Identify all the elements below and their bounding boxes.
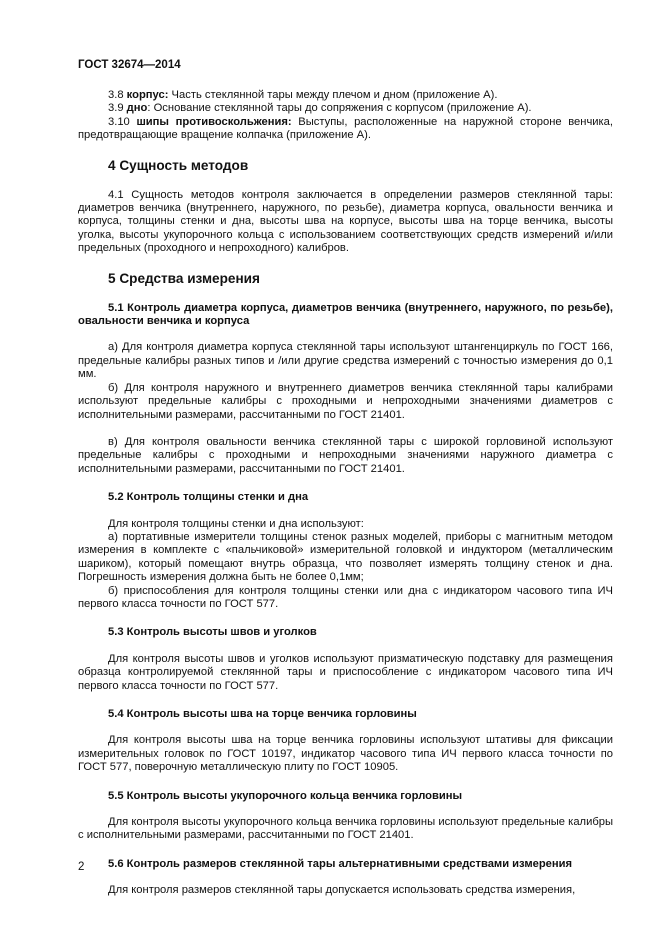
section-4-paragraph: 4.1 Сущность методов контроля заключается в определении размеров стеклянной тары: диаметров венчика (внутреннего, наружного, по резьбе), диаметра корпуса, овальности венчика и корпуса, толщины стенки и дна, высоты шва на корпусе, высоты шва на торце венчика, высоты уголка, высоты укупорочного кольца с использованием соответствующих средств измерений и/или предельных (проходного и непроходного) калибров. <box>78 188 613 255</box>
page-number: 2 <box>78 861 85 873</box>
definition-3-9: 3.9 дно: Основание стеклянной тары до сопряжения с корпусом (приложение А). <box>108 102 532 115</box>
section-5-heading: 5 Средства измерения <box>108 270 260 286</box>
subsection-5-4-text: Для контроля высоты шва на торце венчика горловины используют штативы для фиксации измерительных головок по ГОСТ 10197, индикатор часового типа ИЧ первого класса точности по ГОСТ 577, поверочную металлическую плиту по ГОСТ 10905. <box>78 734 613 774</box>
subsection-5-1-heading: 5.1 Контроль диаметра корпуса, диаметров венчика (внутреннего, наружного, по резьбе), овальности венчика и корпуса <box>78 301 613 328</box>
subsection-5-6-heading: 5.6 Контроль размеров стеклянной тары альтернативными средствами измерения <box>108 857 573 870</box>
subsection-5-3-heading: 5.3 Контроль высоты швов и уголков <box>108 626 317 639</box>
subsection-5-1-item-a: а) Для контроля диаметра корпуса стеклянной тары используют штангенциркуль по ГОСТ 166, предельные калибры разных типов и /или другие средства измерений с точностью измерения до 0,1 мм. <box>78 341 613 381</box>
definition-3-10: 3.10 шипы противоскольжения: Выступы, расположенные на наружной стороне венчика, предотвращающие вращение колпачка (приложение А). <box>78 115 614 142</box>
subsection-5-5-text: Для контроля высоты укупорочного кольца венчика горловины используют предельные калибры с исполнительными размерами, рассчитанными по ГОСТ 21401. <box>78 816 613 842</box>
subsection-5-4-heading: 5.4 Контроль высоты шва на торце венчика горловины <box>108 708 417 720</box>
definition-term: корпус: <box>126 89 169 101</box>
subsection-5-2-item-b: б) приспособления для контроля толщины стенки или дна с индикатором часового типа ИЧ первого класса точности по ГОСТ 577. <box>78 584 613 610</box>
definition-3-8: 3.8 корпус: Часть стеклянной тары между плечом и дном (приложение А). <box>108 89 498 101</box>
subsection-5-1-item-b: б) Для контроля наружного и внутреннего диаметров венчика стеклянной тары калибрами используют предельные калибры с проходными и непроходными значениями диаметров с исполнительными размерами, рассчитанными по ГОСТ 21401. <box>78 381 613 421</box>
subsection-5-2-item-a: а) портативные измерители толщины стенок разных моделей, приборы с магнитным методом измерения в комплекте с «пальчиковой» измерительной головкой и индуктором (металлическим шариком), который помещают внутрь образца, что позволяет измерять толщину стенок и дна. Погрешность измерения должна быть не более 0,1мм; <box>78 530 613 584</box>
definition-term: дно <box>126 102 148 115</box>
section-4-heading: 4 Сущность методов <box>108 157 249 173</box>
subsection-5-6-text: Для контроля размеров стеклянной тары допускается использовать средства измерения, <box>108 884 576 897</box>
document-body <box>78 89 613 898</box>
subsection-5-1-item-c: в) Для контроля овальности венчика стеклянной тары с широкой горловиной используют предельные калибры с проходными и непроходными значениями наружного диаметра с исполнительными размерами, рассчитанными по ГОСТ 21401. <box>78 435 613 475</box>
subsection-5-5-heading: 5.5 Контроль высоты укупорочного кольца венчика горловины <box>108 789 463 802</box>
subsection-5-3-text: Для контроля высоты швов и уголков используют призматическую подставку для размещения образца контролируемой стеклянной тары и приспособление с индикатором часового типа ИЧ первого класса точности по ГОСТ 577. <box>78 652 613 692</box>
document-header: ГОСТ 32674—2014 <box>78 59 181 71</box>
definition-term: шипы противоскольжения: <box>136 115 292 128</box>
subsection-5-2-heading: 5.2 Контроль толщины стенки и дна <box>108 491 309 504</box>
subsection-5-2-intro: Для контроля толщины стенки и дна используют: <box>108 517 364 530</box>
